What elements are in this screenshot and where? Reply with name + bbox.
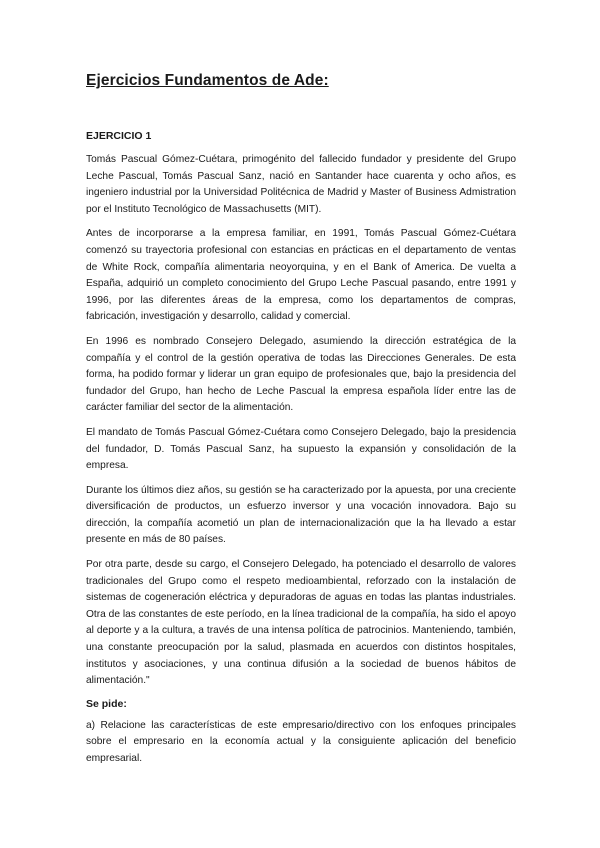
paragraph-1: Tomás Pascual Gómez-Cuétara, primogénito del fallecido fundador y presidente del Grupo Leche Pascual, Tomás Pascual Sanz, nació en Santander hace cuarenta y ocho años, es ingeniero industrial por la Universidad Politécnica de Madrid y Master of Business Admistration por el Instituto Tecnológico de Massachusetts (MIT). xyxy=(86,154,516,215)
paragraph-4: El mandato de Tomás Pascual Gómez-Cuétara como Consejero Delegado, bajo la presidencia del fundador, D. Tomás Pascual Sanz, ha supuesto la expansión y consolidación de la empresa. xyxy=(86,426,516,472)
document-title: Ejercicios Fundamentos de Ade: xyxy=(86,72,329,89)
document-page xyxy=(86,72,516,776)
exercise-heading: EJERCICIO 1 xyxy=(86,130,152,142)
paragraph-6: Por otra parte, desde su cargo, el Consejero Delegado, ha potenciado el desarrollo de valores tradicionales del Grupo como el respeto medioambiental, reforzado con la instalación de sistemas de cogeneración eléctrica y depuradoras de aguas en todas las plantas industriales. Otra de las constantes de este período, en la línea tradicional de la compañía, ha sido el apoyo al deporte y a la cultura, a través de una intensa política de patrocinios. Manteniendo, también, una constante preocupación por la salud, plasmada en acuerdos con distintos hospitales, institutos y asociaciones, y una continua difusión a la sociedad de buenos hábitos de alimentación." xyxy=(86,559,516,687)
paragraph-5: Durante los últimos diez años, su gestión se ha caracterizado por la apuesta, por una creciente diversificación de productos, un esfuerzo inversor y una vocación innovadora. Bajo su dirección, la compañía acometió un plan de internacionalización que la ha llevado a estar presente en más de 80 países. xyxy=(86,484,516,546)
paragraph-2: Antes de incorporarse a la empresa familiar, en 1991, Tomás Pascual Gómez-Cuétara comenzó su trayectoria profesional con estancias en prácticas en el departamento de ventas de White Rock, compañía alimentaria neoyorquina, y en el Bank of America. De vuelta a España, adquirió un completo conocimiento del Grupo Leche Pascual pasando, entre 1991 y 1996, por las diferentes áreas de la empresa, como los departamentos de compras, fabricación, investigación y desarrollo, calidad y comercial. xyxy=(86,228,516,323)
paragraph-3: En 1996 es nombrado Consejero Delegado, asumiendo la dirección estratégica de la compañía y el control de la gestión operativa de todas las Direcciones Generales. De esta forma, ha podido formar y liderar un gran equipo de profesionales que, bajo la presidencia del fundador del Grupo, han hecho de Leche Pascual la empresa española líder entre las de carácter familiar del sector de la alimentación. xyxy=(86,335,516,414)
question-a: a) Relacione las características de este empresario/directivo con los enfoques principales sobre el empresario en la economía actual y la consiguiente aplicación del beneficio empresarial. xyxy=(86,719,516,764)
se-pide-heading: Se pide: xyxy=(86,697,127,710)
